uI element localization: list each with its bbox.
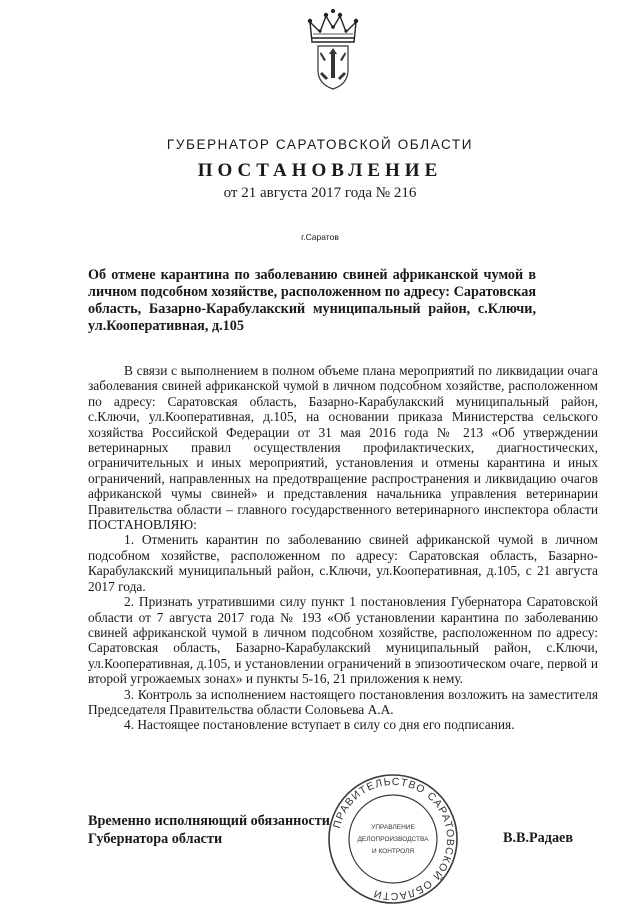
resolution-item: 1. Отменить карантин по заболеванию свиней африканской чумой в личном подсобном хозяйстве, расположенном по адресу: Саратовская область, Базарно-Карабулакский муниципальный район, с.Ключи, ул.Кооперативная, д.105, с 21 августа 2017 года. [88,532,598,594]
document-subject: Об отмене карантина по заболеванию свиней африканской чумой в личном подсобном хозяйстве, расположенном по адресу: Саратовская область, Базарно-Карабулакский муниципальный район, с.Ключи, ул.Кооперативная, д.105 [88,267,536,334]
signatory-name: В.В.Радаев [503,830,574,846]
document-type-title: ПОСТАНОВЛЕНИЕ [197,160,443,181]
stamp-inner-line: И КОНТРОЛЯ [371,848,415,855]
issuing-authority: ГУБЕРНАТОР САРАТОВСКОЙ ОБЛАСТИ [166,137,474,152]
saratov-coat-of-arms-icon [298,8,368,90]
document-city: г.Саратов [301,232,339,242]
resolution-item: 3. Контроль за исполнением настоящего постановления возложить на заместителя Председателя Правительства области Соловьева А.А. [88,686,598,717]
stamp-inner-line: ДЕЛОПРОИЗВОДСТВА [357,836,429,843]
resolution-item: 4. Настоящее постановление вступает в силу со дня его подписания. [124,717,515,733]
document-date-number: от 21 августа 2017 года № 216 [223,185,417,201]
signatory-position-line: Временно исполняющий обязанности [88,813,330,829]
official-stamp [326,772,460,906]
stamp-outer-text: ПРАВИТЕЛЬСТВО САРАТОВСКОЙ ОБЛАСТИ [331,775,457,903]
stamp-inner-line: УПРАВЛЕНИЕ [371,824,415,831]
signatory-position-line: Губернатора области [88,831,223,847]
resolution-item: 2. Признать утратившими силу пункт 1 постановления Губернатора Саратовской области от 7 августа 2017 года № 193 «Об установлении карантина по заболеванию свиней африканской чумой в личном подсобном хозяйстве, расположенном по адресу: Саратовская область, Базарно-Карабулакский муниципальный район, с.Ключи, ул.Кооперативная, д.105, и установлении ограничений в эпизоотическом очаге, первой и второй угрожаемых зонах» и пункты 5-16, 21 приложения к нему. [88,594,598,687]
document-body [88,363,598,733]
preamble-paragraph: В связи с выполнением в полном объеме плана мероприятий по ликвидации очага заболевания свиней африканской чумой в личном подсобном хозяйстве, расположенном по адресу: Саратовская область, Базарно-Карабулакский муниципальный район, с.Ключи, ул.Кооперативная, д.105, на основании приказа Министерства сельского хозяйства Российской Федерации от 31 мая 2016 года № 213 «Об утверждении ветеринарных правил осуществления профилактических, диагностических, ограничительных и иных мероприятий, установления и отмены карантина и иных ограничений, направленных на предотвращение распространения и ликвидацию очагов африканской чумы свиней» и представления начальника управления ветеринарии Правительства области – главного государственного ветеринарного инспектора области ПОСТАНОВЛЯЮ: [88,363,598,533]
